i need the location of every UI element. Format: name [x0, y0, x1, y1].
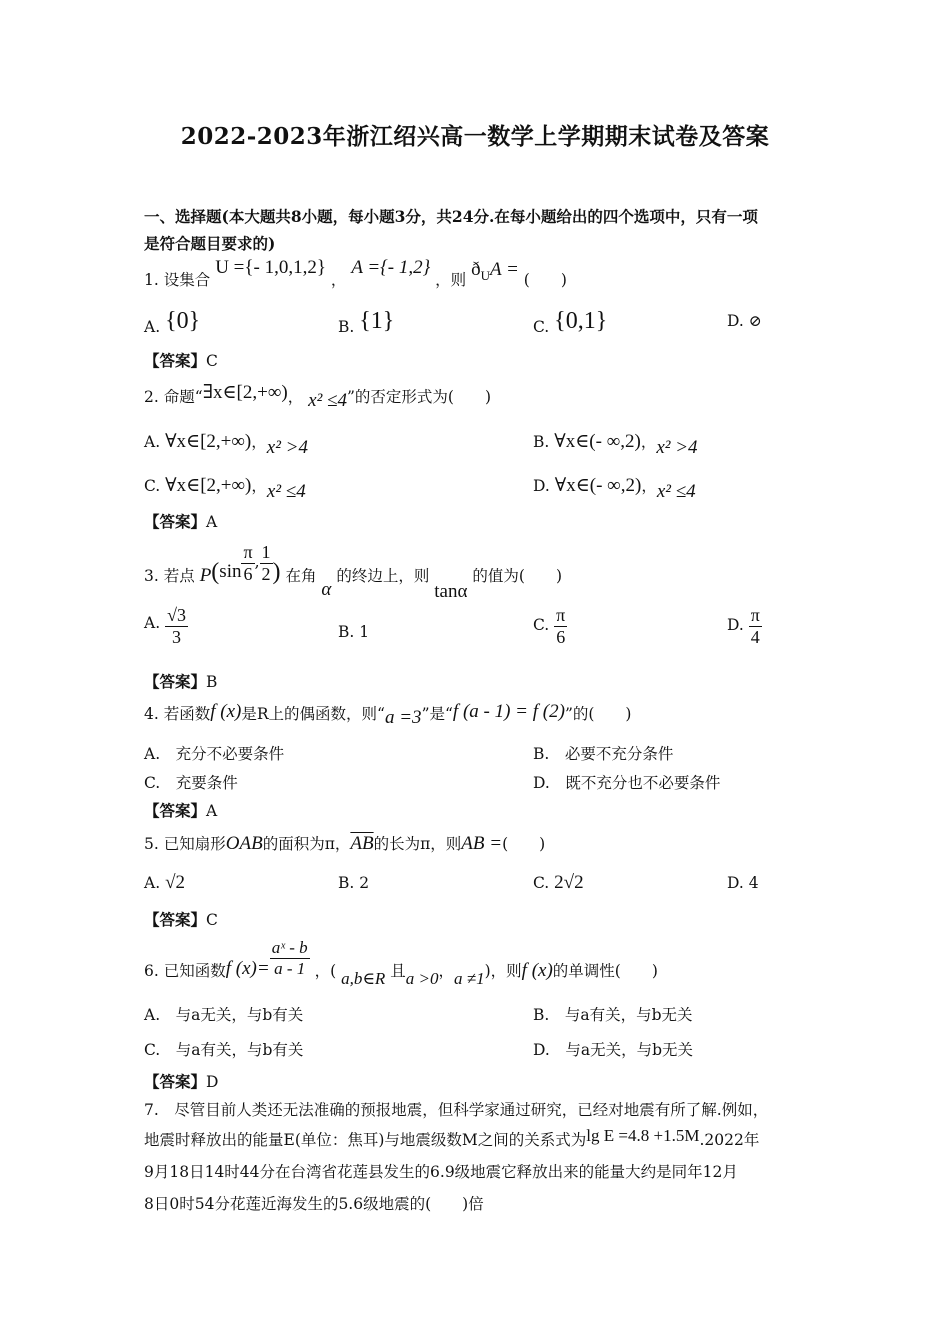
- q3-option-b: B. 1: [338, 623, 370, 641]
- q3-frac-pi6: $\frac{\pi}{6}$: [243, 542, 253, 584]
- q5-option-c: C. 2√2: [533, 872, 584, 893]
- q4-option-c: C. 充要条件: [144, 774, 238, 792]
- q1-answer: 【答案】C: [144, 351, 218, 370]
- question-2: 2. 命题“∃x∈[2,+∞)， x² ≤4”的否定形式为( ): [144, 382, 492, 411]
- q2-option-b: B. ∀x∈(- ∞,2)，x² >4: [533, 431, 698, 458]
- q5-option-a: A. √2: [144, 872, 185, 893]
- q5-answer: 【答案】C: [144, 910, 218, 929]
- q2-option-c: C. ∀x∈[2,+∞)，x² ≤4: [144, 475, 306, 502]
- q1-number: 1.: [144, 271, 159, 289]
- q6-option-d: D. 与a无关，与b无关: [533, 1041, 693, 1059]
- question-5: 5. 已知扇形OAB的面积为π，$\overline{AB}$的长为π，则AB =( ): [144, 833, 546, 854]
- q1-option-c: C. {0,1}: [533, 308, 608, 336]
- q4-option-b: B. 必要不充分条件: [533, 745, 674, 763]
- q4-option-a: A. 充分不必要条件: [144, 745, 285, 763]
- q5-options: [144, 870, 784, 900]
- page-title: 2022-2023年浙江绍兴高一数学上学期期末试卷及答案: [180, 123, 770, 150]
- q2-expr: ∃x∈[2,+∞): [202, 382, 288, 403]
- question-3: 3. 若点 P(sin $\frac{\pi}{6}$ , $\frac{1}{2}$ ) 在角 α 的终边上，则 tanα 的值为( ): [144, 542, 562, 603]
- q5-option-b: B. 2: [338, 874, 370, 892]
- q2-options-row2: [144, 472, 784, 502]
- q1-option-b: B. {1}: [338, 308, 395, 336]
- q4-answer: 【答案】A: [144, 801, 218, 820]
- q6-option-a: A. 与a无关，与b有关: [144, 1006, 304, 1024]
- question-4: 4. 若函数f (x)是R上的偶函数，则“a =3”是“f (a - 1) = f (2)”的( ): [144, 701, 632, 728]
- question-7-line1: 7. 尽管目前人类还无法准确的预报地震，但科学家通过研究，已经对地震有所了解.例如，: [144, 1101, 769, 1119]
- q3-option-d: D. $\frac{\pi}{4}$: [727, 605, 760, 647]
- q1-option-d: D. ⊘: [727, 312, 762, 330]
- q3-answer: 【答案】B: [144, 672, 218, 691]
- q5-arc: $\overline{AB}$: [350, 833, 374, 854]
- q6-fraction: $\frac{\text{aˣ - b}}{a - 1}$: [271, 938, 308, 978]
- q6-answer: 【答案】D: [144, 1072, 219, 1091]
- q4-option-d: D. 既不充分也不必要条件: [533, 774, 721, 792]
- q2-option-d: D. ∀x∈(- ∞,2)，x² ≤4: [533, 475, 696, 502]
- question-7-line3: 9月18日14时44分在台湾省花莲县发生的6.9级地震它释放出来的能量大约是同年12月: [144, 1163, 738, 1181]
- section-heading-cont: 是符合题目要求的): [144, 234, 276, 253]
- question-1: 1. 设集合 U ={- 1,0,1,2} ， A ={- 1,2} ，则 $ð_UA$ = ( ): [144, 257, 567, 289]
- q2-option-a: A. ∀x∈[2,+∞)，x² >4: [144, 431, 308, 458]
- q6-option-b: B. 与a有关，与b无关: [533, 1006, 693, 1024]
- q1-set-u: U ={- 1,0,1,2}: [215, 257, 326, 278]
- q1-set-a: A ={- 1,2}: [351, 257, 431, 278]
- q2-answer: 【答案】A: [144, 512, 218, 531]
- q1-options: [144, 306, 784, 336]
- q7-formula: lg E =4.8 +1.5M: [586, 1126, 700, 1145]
- question-7-line2: 地震时释放出的能量E(单位：焦耳)与地震级数M之间的关系式为lg E =4.8 +1.5M.2022年: [144, 1126, 760, 1149]
- q5-option-d: D. 4: [727, 874, 759, 892]
- q1-option-a: A. {0}: [144, 308, 201, 336]
- q6-option-c: C. 与a有关，与b有关: [144, 1041, 304, 1059]
- q3-options: [144, 605, 784, 657]
- question-6: 6. 已知函数f (x)= $\frac{\text{aˣ - b}}{a - 1}$ ，( a,b∈R 且a >0，a ≠1)，则f (x)的单调性( ): [144, 938, 658, 989]
- q3-option-a: A. $\frac{√3}{3}$: [144, 605, 186, 647]
- q3-option-c: C. $\frac{\pi}{6}$: [533, 605, 566, 647]
- q3-frac-half: $\frac{1}{2}$: [261, 542, 271, 584]
- question-7-line4: 8日0时54分花莲近海发生的5.6级地震的( )倍: [144, 1195, 484, 1213]
- q1-text: 设集合: [163, 271, 211, 289]
- q2-options-row1: [144, 428, 784, 458]
- q1-complement: $ð_UA$ =: [471, 259, 519, 283]
- q2-condition: x² ≤4: [308, 390, 347, 411]
- section-heading: 一、选择题(本大题共8小题，每小题3分，共24分.在每小题给出的四个选项中，只有一项: [144, 207, 758, 226]
